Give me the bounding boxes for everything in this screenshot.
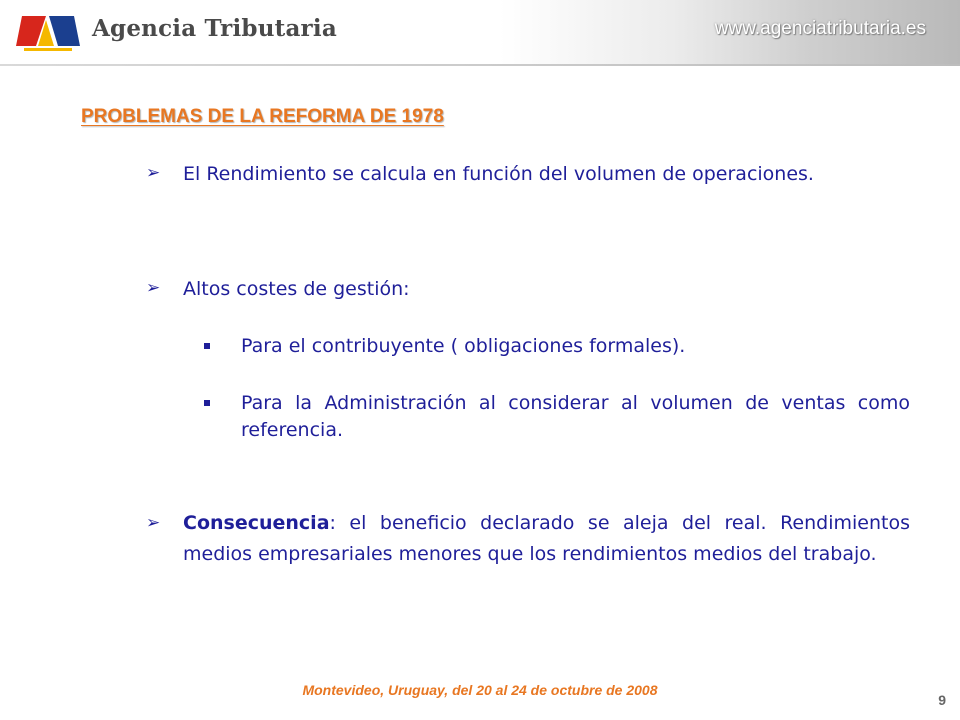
website-url[interactable]: www.agenciatributaria.es <box>714 18 926 39</box>
bullet-text: Altos costes de gestión: <box>183 278 410 300</box>
slide-title: PROBLEMAS DE LA REFORMA DE 1978 <box>81 106 444 127</box>
arrowhead-bullet-icon: ➢ <box>146 278 161 298</box>
bullet-item <box>146 161 910 188</box>
subbullet-text: Para el contribuyente ( obligaciones formales). <box>241 335 686 357</box>
footer-event: Montevideo, Uruguay, del 20 al 24 de octubre de 2008 <box>302 682 658 698</box>
header-bar <box>0 0 960 64</box>
arrowhead-bullet-icon: ➢ <box>146 513 161 533</box>
subbullet-item <box>241 333 910 360</box>
bullet-item <box>146 508 910 571</box>
arrowhead-bullet-icon: ➢ <box>146 163 161 183</box>
subbullet-text: Para la Administración al considerar al volumen de ventas como referencia. <box>241 392 910 441</box>
subbullet-item <box>241 390 910 443</box>
header-divider <box>0 64 960 66</box>
bullet-item <box>146 276 910 303</box>
square-bullet-icon <box>204 343 210 349</box>
bullet-text: El Rendimiento se calcula en función del volumen de operaciones. <box>183 163 814 185</box>
square-bullet-icon <box>204 400 210 406</box>
agencia-tributaria-logo-icon <box>16 10 80 54</box>
page-number: 9 <box>938 692 946 708</box>
brand-name: Agencia Tributaria <box>92 15 337 42</box>
bullet-keyword: Consecuencia <box>183 512 330 534</box>
bullet-text: : el beneficio declarado se aleja del real. Rendimientos medios empresariales menores que los rendimientos medios del trabajo. <box>183 512 910 566</box>
